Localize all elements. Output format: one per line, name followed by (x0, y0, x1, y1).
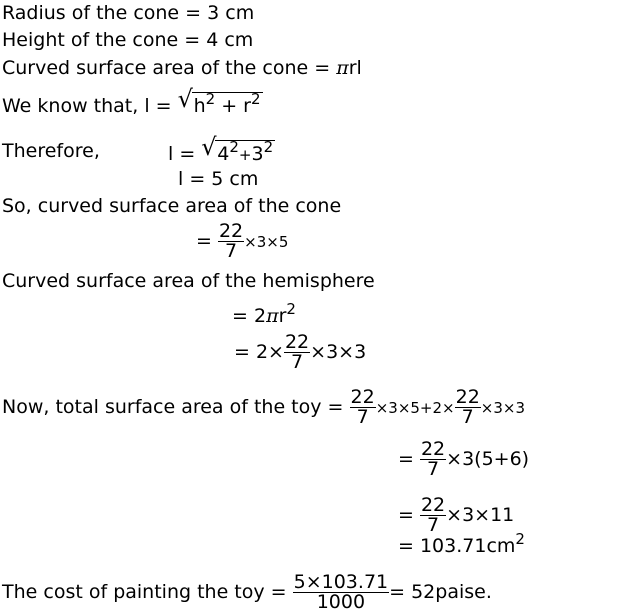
csa-hemisphere-line: Curved surface area of the hemisphere (2, 270, 375, 292)
radius-line: Radius of the cone = 3 cm (2, 2, 255, 24)
fraction-denominator: 7 (291, 351, 304, 373)
so-csa-line: So, curved surface area of the cone (2, 195, 342, 217)
cost-line (2, 573, 492, 612)
fraction-22-7 (218, 222, 244, 261)
fraction-22-7 (420, 496, 446, 535)
fraction-numerator: 22 (284, 331, 310, 353)
hemi-prefix: = 2× (234, 341, 284, 363)
total-step-4 (398, 530, 525, 557)
two-coefficient: = 2 (232, 305, 267, 327)
l-sqrt-line (168, 133, 275, 166)
fraction-denominator: 1000 (316, 591, 366, 613)
equals-sign: = (398, 448, 420, 470)
hemi-suffix: ×3×3 (310, 341, 367, 363)
cone-csa-expression (196, 222, 288, 261)
sqrt-expression (177, 85, 263, 117)
fraction-denominator: 7 (461, 406, 474, 428)
sqrt-3: 3 (251, 143, 264, 165)
we-know-label: We know that, l = (2, 95, 178, 117)
fraction-numerator: 22 (218, 220, 244, 242)
total-surface-area-line (2, 388, 525, 427)
step2-times-3: ×3 (446, 448, 475, 470)
total-end-terms: ×3×3 (480, 399, 526, 417)
cost-result: = 52 (389, 581, 436, 603)
r-symbol: r (278, 305, 287, 327)
fraction-denominator: 7 (225, 240, 238, 262)
l-eq-label: l = (168, 143, 202, 165)
plus-sign: + (238, 146, 252, 164)
csa-cone-label: Curved surface area of the cone = (2, 57, 337, 79)
radical-sign: √ (201, 133, 217, 161)
sqrt-h: h (193, 95, 206, 117)
hemi-formula-line (232, 300, 296, 327)
equals-sign: = (398, 504, 420, 526)
rl-text: rl (348, 57, 362, 79)
fraction-numerator: 22 (455, 386, 480, 408)
step3-product: ×3×11 (446, 504, 515, 526)
exponent: 2 (515, 530, 525, 548)
fraction-numerator: 5×103.71 (293, 571, 389, 593)
slant-height-formula-line (2, 85, 263, 117)
fraction-denominator: 7 (427, 514, 440, 536)
sqrt-expression (201, 133, 275, 166)
fraction-22-7 (350, 388, 376, 427)
total-label: Now, total surface area of the toy = (2, 396, 350, 418)
radical-sign: √ (177, 85, 193, 113)
product-terms: ×3×5 (244, 233, 289, 251)
unit-cm: cm (486, 535, 516, 557)
fraction-denominator: 7 (356, 406, 369, 428)
fraction-numerator: 22 (420, 438, 446, 460)
cost-unit: paise. (435, 581, 492, 603)
exponent: 2 (263, 138, 274, 156)
therefore-line (2, 140, 100, 162)
fraction-denominator: 7 (427, 458, 440, 480)
sqrt-4: 4 (217, 143, 230, 165)
equals-sign: = (196, 230, 218, 252)
fraction-numerator: 22 (420, 494, 446, 516)
hemi-expression (234, 333, 366, 372)
fraction-22-7 (420, 440, 446, 479)
exponent: 2 (251, 90, 261, 108)
fraction-22-7 (455, 388, 481, 427)
fraction-numerator: 22 (350, 386, 375, 408)
exponent: 2 (229, 138, 239, 156)
pi-symbol: π (266, 305, 279, 327)
l-result-line: l = 5 cm (178, 168, 259, 190)
exponent: 2 (205, 90, 216, 108)
cost-label: The cost of painting the toy = (2, 581, 293, 603)
total-middle-terms: ×3×5+2× (375, 399, 455, 417)
cost-fraction (293, 573, 390, 612)
therefore-label: Therefore, (2, 140, 100, 162)
height-line: Height of the cone = 4 cm (2, 29, 254, 51)
csa-cone-formula-line (2, 57, 362, 79)
total-step-3 (398, 496, 514, 535)
pi-symbol: π (336, 57, 349, 79)
total-value: = 103.71 (398, 535, 487, 557)
step2-parenthetical: (5+6) (474, 448, 530, 470)
fraction-22-7 (284, 333, 310, 372)
sqrt-plus-r: + r (215, 95, 251, 117)
exponent: 2 (286, 300, 296, 318)
total-step-2 (398, 440, 529, 479)
